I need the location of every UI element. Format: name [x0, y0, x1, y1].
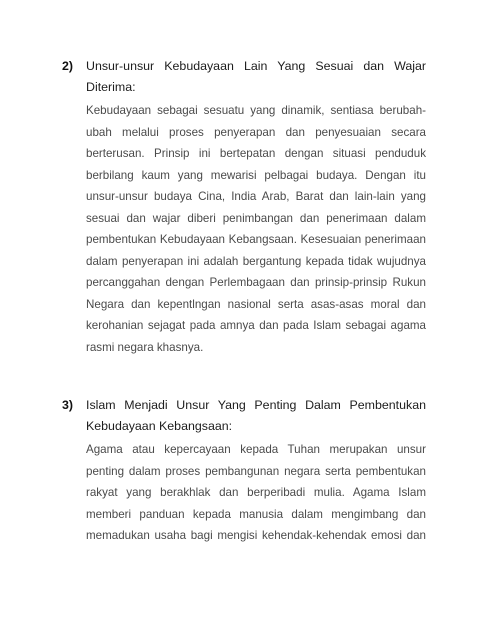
section-body: [86, 439, 426, 547]
section-number: 2): [62, 59, 74, 73]
body-line: Negara dan kepentlngan nasional serta asas-asas moral dan: [86, 297, 426, 311]
section-body: [86, 100, 426, 358]
body-line: kerohanian sejagat pada amnya dan pada Islam sebagai agama: [86, 319, 426, 332]
section-heading: [62, 56, 426, 98]
body-line: penting dalam proses pembangunan negara serta pembentukan: [86, 464, 426, 478]
body-line: percanggahan dengan Perlembagaan dan prinsip-prinsip Rukun: [86, 276, 426, 289]
body-line: Kebudayaan sebagai sesuatu yang dinamik, sentiasa berubah-: [86, 104, 426, 117]
body-line: rasmi negara khasnya.: [86, 340, 204, 354]
heading-line: Unsur-unsur Kebudayaan Lain Yang Sesuai dan Wajar: [86, 59, 426, 73]
body-line: rakyat yang berakhlak dan berperibadi mulia. Agama Islam: [86, 486, 426, 499]
section-number: 3): [62, 398, 74, 412]
section-2: [62, 56, 426, 358]
heading-line: Diterima:: [86, 80, 136, 94]
section-3: [62, 395, 426, 547]
body-line: Agama atau kepercayaan kepada Tuhan merupakan unsur: [86, 443, 426, 456]
body-line: memberi panduan kepada manusia dalam mengimbang dan: [86, 507, 426, 521]
body-line: memadukan usaha bagi mengisi kehendak-kehendak emosi dan: [86, 529, 426, 542]
body-line: sesuai dan wajar diberi penimbangan dan penerimaan dalam: [86, 211, 426, 225]
body-line: ubah melalui proses penyerapan dan penyesuaian secara: [86, 125, 426, 139]
heading-line: Islam Menjadi Unsur Yang Penting Dalam Pembentukan: [86, 398, 426, 412]
section-heading: [62, 395, 426, 437]
body-line: pembentukan Kebudayaan Kebangsaan. Kesesuaian penerimaan: [86, 233, 426, 246]
body-line: unsur-unsur budaya Cina, India Arab, Barat dan lain-lain yang: [86, 190, 426, 203]
body-line: dalam penyerapan ini adalah bergantung kepada tidak wujudnya: [86, 254, 426, 268]
heading-line: Kebudayaan Kebangsaan:: [86, 419, 233, 433]
body-line: berbilang kaum yang mewarisi pelbagai budaya. Dengan itu: [86, 168, 426, 182]
body-line: berterusan. Prinsip ini bertepatan dengan situasi penduduk: [86, 147, 426, 160]
